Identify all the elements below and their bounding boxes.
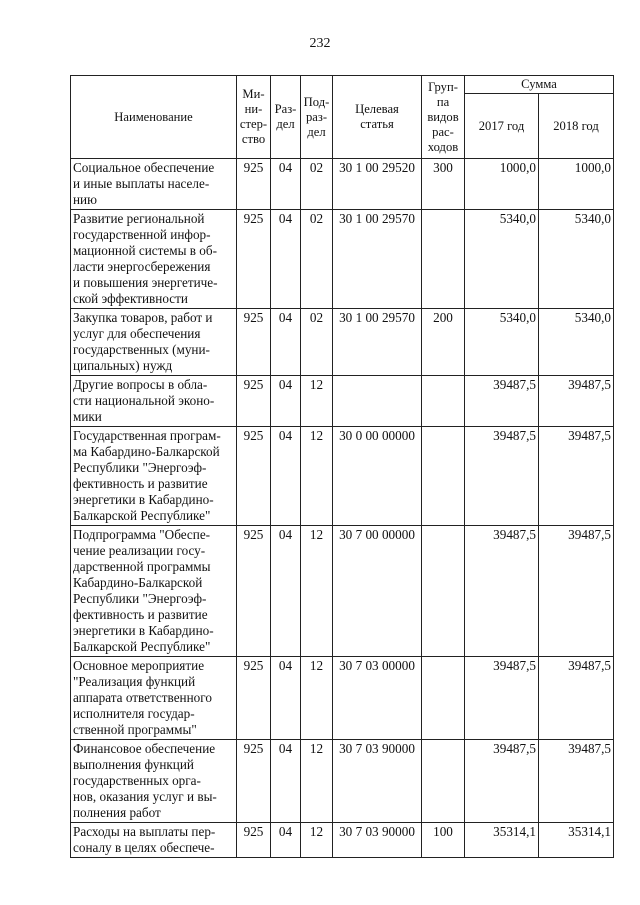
cell-name: Социальное обеспечение и иные выплаты населе- нию bbox=[71, 159, 237, 210]
cell-ministry: 925 bbox=[237, 740, 271, 823]
cell-2018: 39487,5 bbox=[539, 740, 614, 823]
cell-group: 300 bbox=[422, 159, 465, 210]
cell-section: 04 bbox=[271, 740, 301, 823]
cell-section: 04 bbox=[271, 526, 301, 657]
budget-table bbox=[70, 75, 614, 858]
cell-2018: 39487,5 bbox=[539, 376, 614, 427]
cell-name: Финансовое обеспечение выполнения функций государственных орга- нов, оказания услуг и вы- полнения работ bbox=[71, 740, 237, 823]
cell-subsection: 12 bbox=[301, 427, 333, 526]
cell-name: Развитие региональной государственной инфор- мационной системы в об- ласти энергосбережения и повышения энергетиче- ской эффективности bbox=[71, 210, 237, 309]
cell-group bbox=[422, 657, 465, 740]
cell-2018: 35314,1 bbox=[539, 823, 614, 858]
cell-ministry: 925 bbox=[237, 427, 271, 526]
cell-2018: 39487,5 bbox=[539, 526, 614, 657]
cell-group: 100 bbox=[422, 823, 465, 858]
header-ministry: Ми- ни- стер- ство bbox=[237, 76, 271, 159]
header-name: Наименование bbox=[71, 76, 237, 159]
header-year-2017: 2017 год bbox=[465, 94, 539, 159]
cell-subsection: 02 bbox=[301, 210, 333, 309]
table-row bbox=[71, 376, 614, 427]
cell-subsection: 12 bbox=[301, 740, 333, 823]
cell-name: Основное мероприятие "Реализация функций аппарата ответственного исполнителя государ- ственной программы" bbox=[71, 657, 237, 740]
header-subsection: Под- раз- дел bbox=[301, 76, 333, 159]
cell-target bbox=[333, 376, 422, 427]
table-row bbox=[71, 210, 614, 309]
cell-2017: 39487,5 bbox=[465, 376, 539, 427]
cell-2018: 1000,0 bbox=[539, 159, 614, 210]
cell-2018: 39487,5 bbox=[539, 657, 614, 740]
header-year-2018: 2018 год bbox=[539, 94, 614, 159]
cell-target: 30 1 00 29520 bbox=[333, 159, 422, 210]
cell-subsection: 02 bbox=[301, 159, 333, 210]
cell-2017: 39487,5 bbox=[465, 657, 539, 740]
table-body bbox=[71, 159, 614, 858]
cell-target: 30 7 03 00000 bbox=[333, 657, 422, 740]
cell-target: 30 1 00 29570 bbox=[333, 309, 422, 376]
cell-2017: 39487,5 bbox=[465, 740, 539, 823]
header-section: Раз- дел bbox=[271, 76, 301, 159]
header-group: Груп- па видов рас- ходов bbox=[422, 76, 465, 159]
table-row bbox=[71, 657, 614, 740]
cell-2017: 39487,5 bbox=[465, 427, 539, 526]
cell-subsection: 02 bbox=[301, 309, 333, 376]
cell-ministry: 925 bbox=[237, 309, 271, 376]
cell-target: 30 7 03 90000 bbox=[333, 740, 422, 823]
cell-group bbox=[422, 526, 465, 657]
cell-group: 200 bbox=[422, 309, 465, 376]
cell-group bbox=[422, 740, 465, 823]
cell-2018: 39487,5 bbox=[539, 427, 614, 526]
cell-2018: 5340,0 bbox=[539, 210, 614, 309]
cell-ministry: 925 bbox=[237, 657, 271, 740]
cell-section: 04 bbox=[271, 427, 301, 526]
cell-ministry: 925 bbox=[237, 823, 271, 858]
cell-target: 30 1 00 29570 bbox=[333, 210, 422, 309]
cell-ministry: 925 bbox=[237, 159, 271, 210]
page-number: 232 bbox=[309, 36, 331, 51]
cell-name: Государственная програм- ма Кабардино-Балкарской Республики "Энергоэф- фективность и развитие энергетики в Кабардино- Балкарской Республике" bbox=[71, 427, 237, 526]
cell-ministry: 925 bbox=[237, 526, 271, 657]
cell-name: Закупка товаров, работ и услуг для обеспечения государственных (муни- ципальных) нужд bbox=[71, 309, 237, 376]
cell-subsection: 12 bbox=[301, 657, 333, 740]
cell-ministry: 925 bbox=[237, 376, 271, 427]
cell-name: Другие вопросы в обла- сти национальной эконо- мики bbox=[71, 376, 237, 427]
table-row bbox=[71, 309, 614, 376]
cell-group bbox=[422, 376, 465, 427]
cell-section: 04 bbox=[271, 159, 301, 210]
cell-2017: 1000,0 bbox=[465, 159, 539, 210]
cell-2017: 39487,5 bbox=[465, 526, 539, 657]
cell-target: 30 7 03 90000 bbox=[333, 823, 422, 858]
cell-group bbox=[422, 427, 465, 526]
header-target: Целевая статья bbox=[333, 76, 422, 159]
cell-2017: 5340,0 bbox=[465, 309, 539, 376]
cell-subsection: 12 bbox=[301, 376, 333, 427]
cell-2017: 35314,1 bbox=[465, 823, 539, 858]
cell-subsection: 12 bbox=[301, 526, 333, 657]
table-row bbox=[71, 740, 614, 823]
cell-section: 04 bbox=[271, 376, 301, 427]
table-row bbox=[71, 159, 614, 210]
cell-name: Расходы на выплаты пер- соналу в целях обеспече- bbox=[71, 823, 237, 858]
header-sum: Сумма bbox=[465, 76, 614, 94]
table-row bbox=[71, 526, 614, 657]
cell-section: 04 bbox=[271, 823, 301, 858]
cell-name: Подпрограмма "Обеспе- чение реализации госу- дарственной программы Кабардино-Балкарской Республики "Энергоэф- фективность и развитие энергетики в Кабардино- Балкарской Республике" bbox=[71, 526, 237, 657]
cell-section: 04 bbox=[271, 657, 301, 740]
table-row bbox=[71, 427, 614, 526]
table-row bbox=[71, 823, 614, 858]
cell-2017: 5340,0 bbox=[465, 210, 539, 309]
cell-group bbox=[422, 210, 465, 309]
cell-target: 30 0 00 00000 bbox=[333, 427, 422, 526]
cell-target: 30 7 00 00000 bbox=[333, 526, 422, 657]
cell-2018: 5340,0 bbox=[539, 309, 614, 376]
cell-subsection: 12 bbox=[301, 823, 333, 858]
cell-section: 04 bbox=[271, 309, 301, 376]
cell-ministry: 925 bbox=[237, 210, 271, 309]
cell-section: 04 bbox=[271, 210, 301, 309]
